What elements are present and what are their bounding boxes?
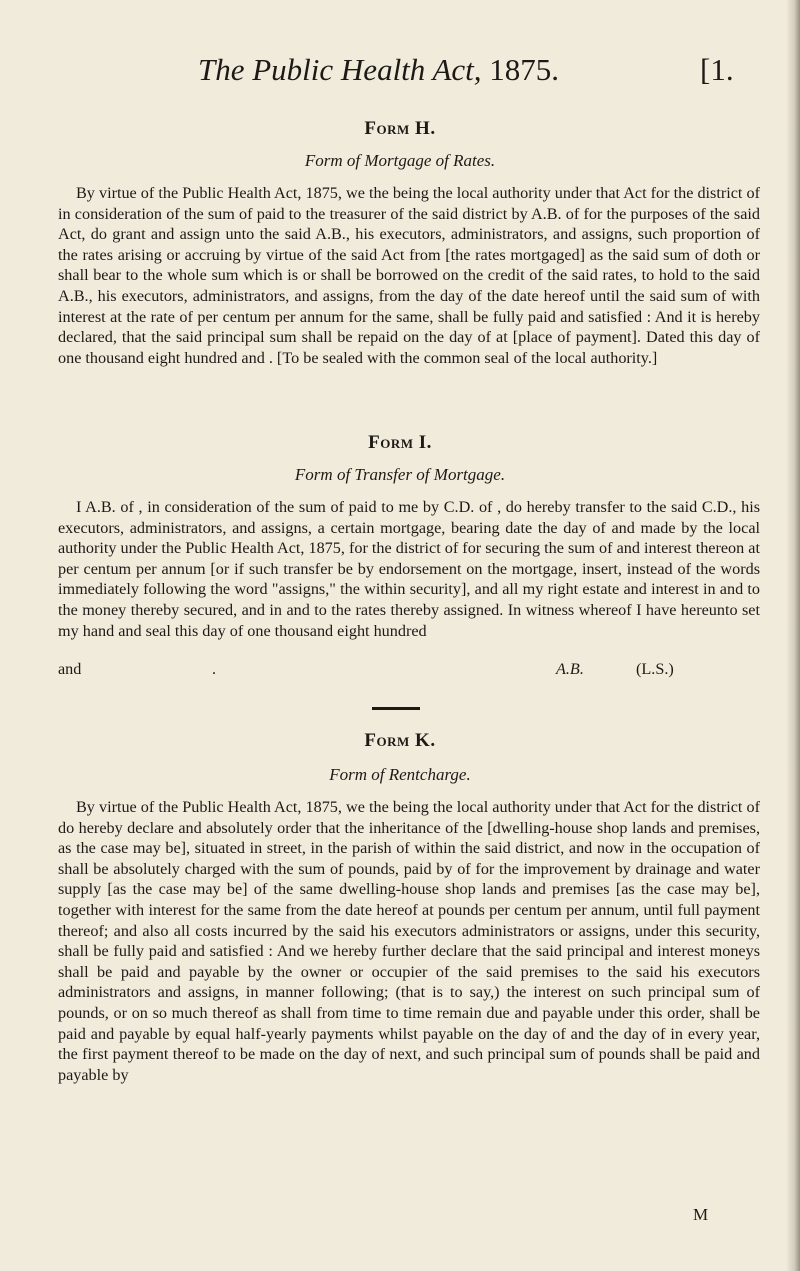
form-i-body xyxy=(58,497,760,641)
page-edge-shadow xyxy=(786,0,800,1271)
form-i-subtitle: Form of Transfer of Mortgage. xyxy=(294,465,506,484)
form-h-subtitle: Form of Mortgage of Rates. xyxy=(304,151,496,170)
section-divider xyxy=(372,707,420,710)
page-number: [1. xyxy=(700,52,734,87)
running-head-year: 1875. xyxy=(481,52,560,87)
form-i-text: I A.B. of , in consideration of the sum of paid to me by C.D. of , do hereby transfer to the said C.D., his executors, administrators, and assigns, a certain mortgage, bearing date the day of and made by the local authority under the Public Health Act, 1875, for the district of for securing the sum of and interest thereon at per centum per annum [or if such transfer be by endorsement on the mortgage, insert, instead of the words immediately following the word "assigns," the within security], and all my right estate and interest in and to the money thereby secured, and in and to the rates thereby assigned. In witness whereof I have hereunto set my hand and seal this day of one thousand eight hundred xyxy=(58,498,760,640)
signature-dot: . xyxy=(212,660,217,678)
form-h-body xyxy=(58,183,760,368)
form-i-heading: Form I. xyxy=(368,432,432,453)
running-head xyxy=(198,50,734,90)
signature-ab: A.B. xyxy=(556,660,584,678)
form-h-text: By virtue of the Public Health Act, 1875, we the being the local authority under that Act for the district of in consideration of the sum of paid to the treasurer of the said district by A.B. of for the purposes of the said Act, do grant and assign unto the said A.B., his executors, administrators, and assigns, such proportion of the rates arising or accruing by virtue of the said Act from [the rates mortgaged] as the said sum of doth or shall bear to the whole sum which is or shall be borrowed on the credit of the said rates, to hold to the said A.B., his executors, administrators, and assigns, from the day of the date hereof until the said sum of with interest at the rate of per centum per annum for the same, shall be fully paid and satisfied : And it is hereby declared, that the said principal sum shall be repaid on the day of at [place of payment]. Dated this day of one thousand eight hundred and . [To be sealed with the common seal of the local authority.] xyxy=(58,184,760,367)
signature-and: and xyxy=(58,660,82,678)
form-k-text: By virtue of the Public Health Act, 1875, we the being the local authority under that Act for the district of do hereby declare and absolutely order that the inheritance of the [dwelling-house shop lands and premises, as the case may be], situated in street, in the parish of within the said district, and now in the occupation of shall be absolutely charged with the sum of pounds, paid by of for the improvement by drainage and water supply [as the case may be] of the same dwelling-house shop lands and premises [as the case may be], together with interest for the same from the date hereof at pounds per centum per annum, until full payment thereof; and also all costs incurred by the said his executors administrators or assigns, under this security, shall be fully paid and satisfied : And we hereby further declare that the said principal and interest moneys shall be paid and payable by the owner or occupier of the said premises to the said his executors administrators and assigns, in manner following; (that is to say,) the interest on such principal sum of pounds, or on so much thereof as shall from time to time remain due and payable under this order, shall be paid and payable by equal half-yearly payments whilst payable on the day of and the day of in every year, the first payment thereof to be made on the day of next, and such principal sum of pounds shall be paid and payable by xyxy=(58,798,760,1084)
running-head-title: The Public Health Act, xyxy=(198,52,482,87)
form-k-subtitle: Form of Rentcharge. xyxy=(329,765,471,784)
signature-mark: M xyxy=(693,1205,709,1224)
seal-mark: (L.S.) xyxy=(636,660,674,678)
form-h-heading: Form H. xyxy=(364,118,436,139)
form-k-body xyxy=(58,797,760,1085)
form-k-heading: Form K. xyxy=(364,730,436,751)
